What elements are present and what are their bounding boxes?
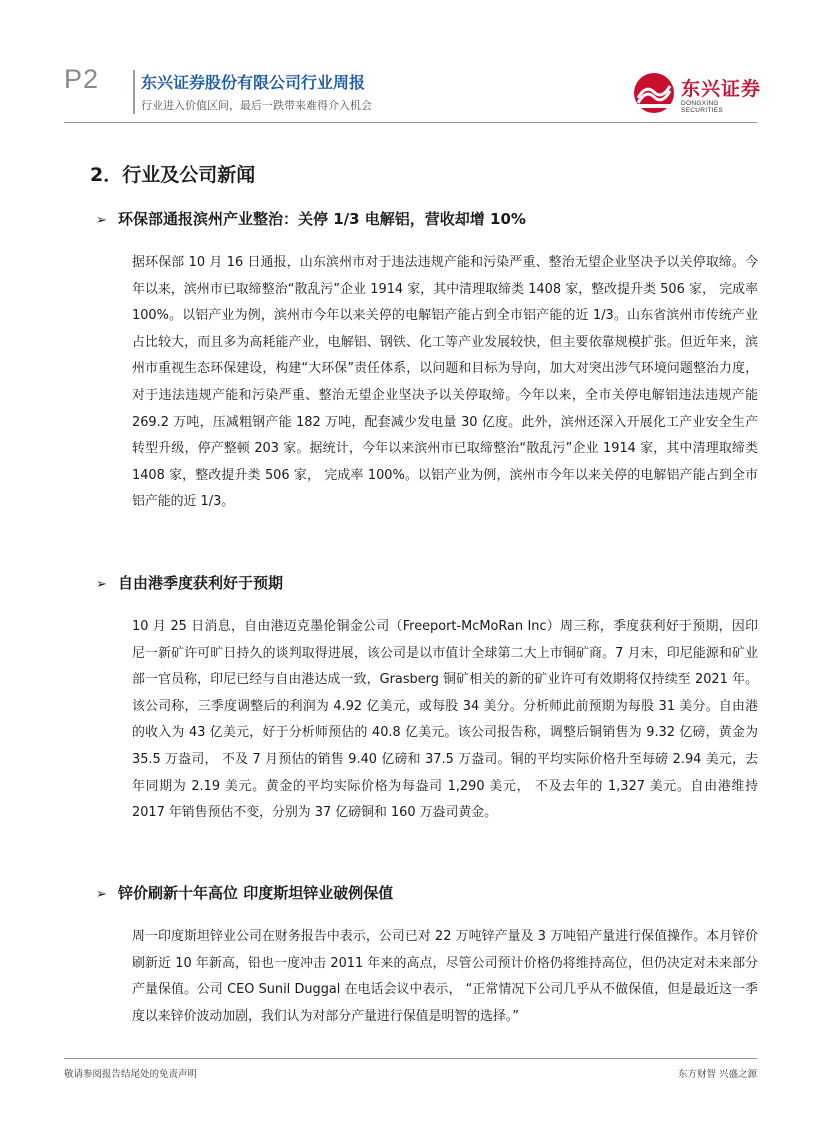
disclaimer-note: 敬请参阅报告结尾处的免责声明 [64, 1069, 198, 1080]
page-number: P2 [64, 64, 100, 94]
news-heading-3 [96, 882, 393, 903]
news-heading-1 [96, 208, 526, 229]
footer-slogan: 东方财智 兴盛之源 [677, 1069, 757, 1080]
news-heading-text: 自由港季度获利好于预期 [118, 574, 284, 592]
dongxing-logo [632, 72, 762, 114]
section-title: 2．行业及公司新闻 [90, 164, 256, 186]
news-body-2: 10 月 25 日消息，自由港迈克墨伦铜金公司（Freeport-McMoRan Inc）周三称，季度获利好于预期，因印尼一新矿许可旷日持久的谈判取得进展，该公司是以市值计全球第二大上市铜矿商。7 月末，印尼能源和矿业部一官员称，印尼已经与自由港达成一致，Grasberg 铜矿相关的新的矿业许可有效期将仅持续至 2021 年。该公司称，三季度调整后的利润为 4.92 亿美元，或每股 34 美分。分析师此前预期为每股 31 美分。自由港的收入为 43 亿美元，好于分析师预估的 40.8 亿美元。该公司报告称，调整后铜销售为 9.32 亿磅，黄金为 35.5 万盎司， 不及 7 月预估的销售 9.40 亿磅和 37.5 万盎司。铜的平均实际价格升至每磅 2.94 美元，去年同期为 2.19 美元。黄金的平均实际价格为每盎司 1,290 美元， 不及去年的 1,327 美元。自由港维持 2017 年销售预估不变，分别为 37 亿磅铜和 160 万盎司黄金。 [132, 619, 758, 821]
news-body-3: 周一印度斯坦锌业公司在财务报告中表示，公司已对 22 万吨锌产量及 3 万吨铅产量进行保值操作。本月锌价刷新近 10 年新高，铅也一度冲击 2011 年来的高点，尽管公司预计价格仍将维持高位，但仍决定对未来部分产量保值。公司 CEO Sunil Duggal 在电话会议中表示， “正常情况下公司几乎从不做保值，但是最近这一季度以来锌价波动加剧，我们认为对部分产量进行保值是明智的选择。” [132, 929, 758, 1024]
news-heading-text: 环保部通报滨州产业整治：关停 1/3 电解铝，营收却增 10% [118, 210, 526, 228]
header-divider [133, 70, 135, 114]
footer-rule [64, 1058, 757, 1059]
triangle-right-icon: ➢ [96, 213, 107, 228]
triangle-right-icon: ➢ [96, 887, 107, 902]
news-body-1: 据环保部 10 月 16 日通报，山东滨州市对于违法违规产能和污染严重、整治无望企业坚决予以关停取缔。今年以来，滨州市已取缔整治“散乱污”企业 1914 家，其中清理取缔类 1408 家，整改提升类 506 家， 完成率 100%。以铝产业为例，滨州市今年以来关停的电解铝产能占到全市铝产能的近 1/3。山东省滨州市传统产业占比较大，而且多为高耗能产业，电解铝、钢铁、化工等产业发展较快，但主要依靠规模扩张。但近年来，滨州市重视生态环保建设，构建“大环保”责任体系，以问题和目标为导向，加大对突出涉气环境问题整治力度，对于违法违规产能和污染严重、整治无望企业坚决予以关停取缔。今年以来，全市关停电解铝违法违规产能 269.2 万吨，压减粗钢产能 182 万吨，配套减少发电量 30 亿度。此外，滨州还深入开展化工产业安全生产转型升级，停产整顿 203 家。据统计，今年以来滨州市已取缔整治“散乱污”企业 1914 家，其中清理取缔类 1408 家，整改提升类 506 家， 完成率 100%。以铝产业为例，滨州市今年以来关停的电解铝产能占到全市铝产能的近 1/3。 [132, 255, 758, 510]
news-heading-2 [96, 572, 283, 593]
header-rule [64, 122, 757, 123]
report-subtitle: 行业进入价值区间，最后一跌带来难得介入机会 [141, 99, 372, 112]
dongxing-logo-icon [632, 72, 676, 114]
triangle-right-icon: ➢ [96, 577, 107, 592]
news-heading-text: 锌价刷新十年高位 印度斯坦锌业破例保值 [118, 884, 394, 902]
logo-chinese-text: 东兴证券 [681, 78, 762, 100]
company-title: 东兴证券股份有限公司行业周报 [141, 73, 366, 92]
logo-english-text: DONGXING SECURITIES [681, 100, 724, 114]
